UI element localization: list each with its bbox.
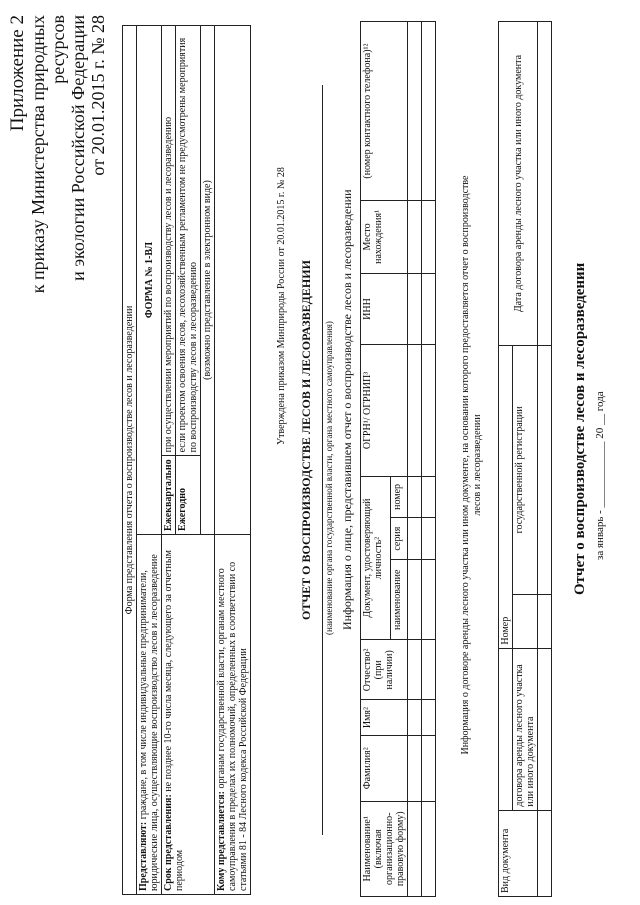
person-info-title: Информация о лице, представившем отчет о воспроизводстве лесов и лесоразведении: [340, 189, 354, 630]
lease-info-title: Информация о договоре аренды лесного участка или ином документе, на основании которого предоставляется отчет о воспроизводстве лесов и лесоразведении: [460, 175, 483, 755]
col-first-name: Имя²: [361, 700, 408, 736]
col-doc-type: Вид документа: [499, 810, 538, 896]
deadline-label: Срок представления:: [163, 794, 174, 891]
col-doc-name: наименование: [391, 560, 408, 640]
recipient-cell: [215, 535, 251, 895]
col-lease-contract-blank: [499, 648, 513, 810]
form-number: ФОРМА № 1-ВЛ: [137, 26, 162, 535]
form-table: [122, 25, 251, 895]
form-header: Форма представления отчета о воспроизводстве лесов и лесоразведении: [123, 26, 137, 895]
person-row-1: [408, 22, 422, 897]
appendix-line2: и экологии Российской Федерации: [68, 15, 88, 281]
appendix-line3: от 20.01.2015 г. № 28: [88, 15, 108, 176]
col-state-reg: государственной регистрации: [513, 346, 538, 594]
recipient-empty: [215, 26, 251, 535]
col-surname: Фамилия²: [361, 735, 408, 801]
approved-note: Утверждена приказом Минприроды России от 20.01.2015 г. № 28: [276, 167, 287, 445]
presenters-cell: [137, 535, 162, 895]
report-period: за январь - ____________ 20 __ года: [594, 391, 606, 560]
lease-row-1: [538, 22, 552, 897]
appendix-line1: к приказу Министерства природных ресурсов: [28, 15, 68, 294]
person-table: [360, 21, 436, 897]
presenters-text: граждане, в том числе индивидуальные предприниматели, юридические лица, осуществляющие воспроизводство лесов и лесоразведение: [138, 554, 160, 891]
quarterly-text: при осуществлении мероприятий по воспроизводству лесов и лесоразведению: [162, 26, 176, 456]
col-id-document: Документ, удостоверяющий личность²: [361, 476, 391, 640]
col-location: Место нахождения¹: [361, 201, 408, 274]
col-doc-series: серия: [391, 518, 408, 560]
lease-table: [498, 21, 552, 897]
appendix-title: Приложение 2: [7, 15, 28, 132]
col-lease-contract: договора аренды лесного участка или иного документа: [513, 648, 538, 810]
deadline-text: не позднее 10-го числа месяца, следующего за отчетным периодом: [163, 550, 185, 891]
annually-text: если проектом освоения лесов, лесохозяйственным регламентом не предусмотрены мероприятия по воспроизводству лесов и лесоразведению: [176, 26, 201, 456]
col-patronymic: Отчество² (при наличии): [361, 640, 408, 700]
recipient-label: Кому представляется:: [216, 791, 227, 891]
col-number-blank: [513, 594, 538, 648]
col-phone: (номер контактного телефона)¹²: [361, 22, 408, 201]
col-number: Номер: [499, 346, 513, 648]
col-date-contract: Дата договора аренды лесного участка или иного документа: [499, 22, 538, 346]
electronic-note: (возможно представление в электронном виде): [201, 26, 215, 535]
report-title: ОТЧЕТ О ВОСПРОИЗВОДСТВЕ ЛЕСОВ И ЛЕСОРАЗВЕДЕНИИ: [299, 260, 313, 620]
report2-title: Отчет о воспроизводстве лесов и лесоразведении: [572, 262, 588, 595]
person-row-2: [422, 22, 436, 897]
col-ogrn: ОГРН¹/ ОГРНИП³: [361, 345, 408, 476]
col-name-org: Наименование¹ (включая организационно-правовую форму): [361, 801, 408, 896]
authority-caption: (наименование органа государственной власти, органа местного самоуправления): [324, 321, 334, 635]
recipient-text: органам государственной власти, органам местного самоуправления в пределах их полномочий, определенных в соответствии со статьями 81 - 84 Лесного кодекса Российской Федерации: [216, 561, 249, 891]
annually-label: Ежегодно: [176, 456, 201, 535]
col-inn: ИНН: [361, 273, 408, 345]
authority-line: [322, 85, 323, 835]
appendix-header: [8, 15, 108, 295]
deadline-cell: [162, 535, 215, 895]
presenters-label: Представляют:: [138, 821, 149, 891]
quarterly-label: Ежеквартально: [162, 456, 176, 535]
col-doc-number: номер: [391, 476, 408, 518]
